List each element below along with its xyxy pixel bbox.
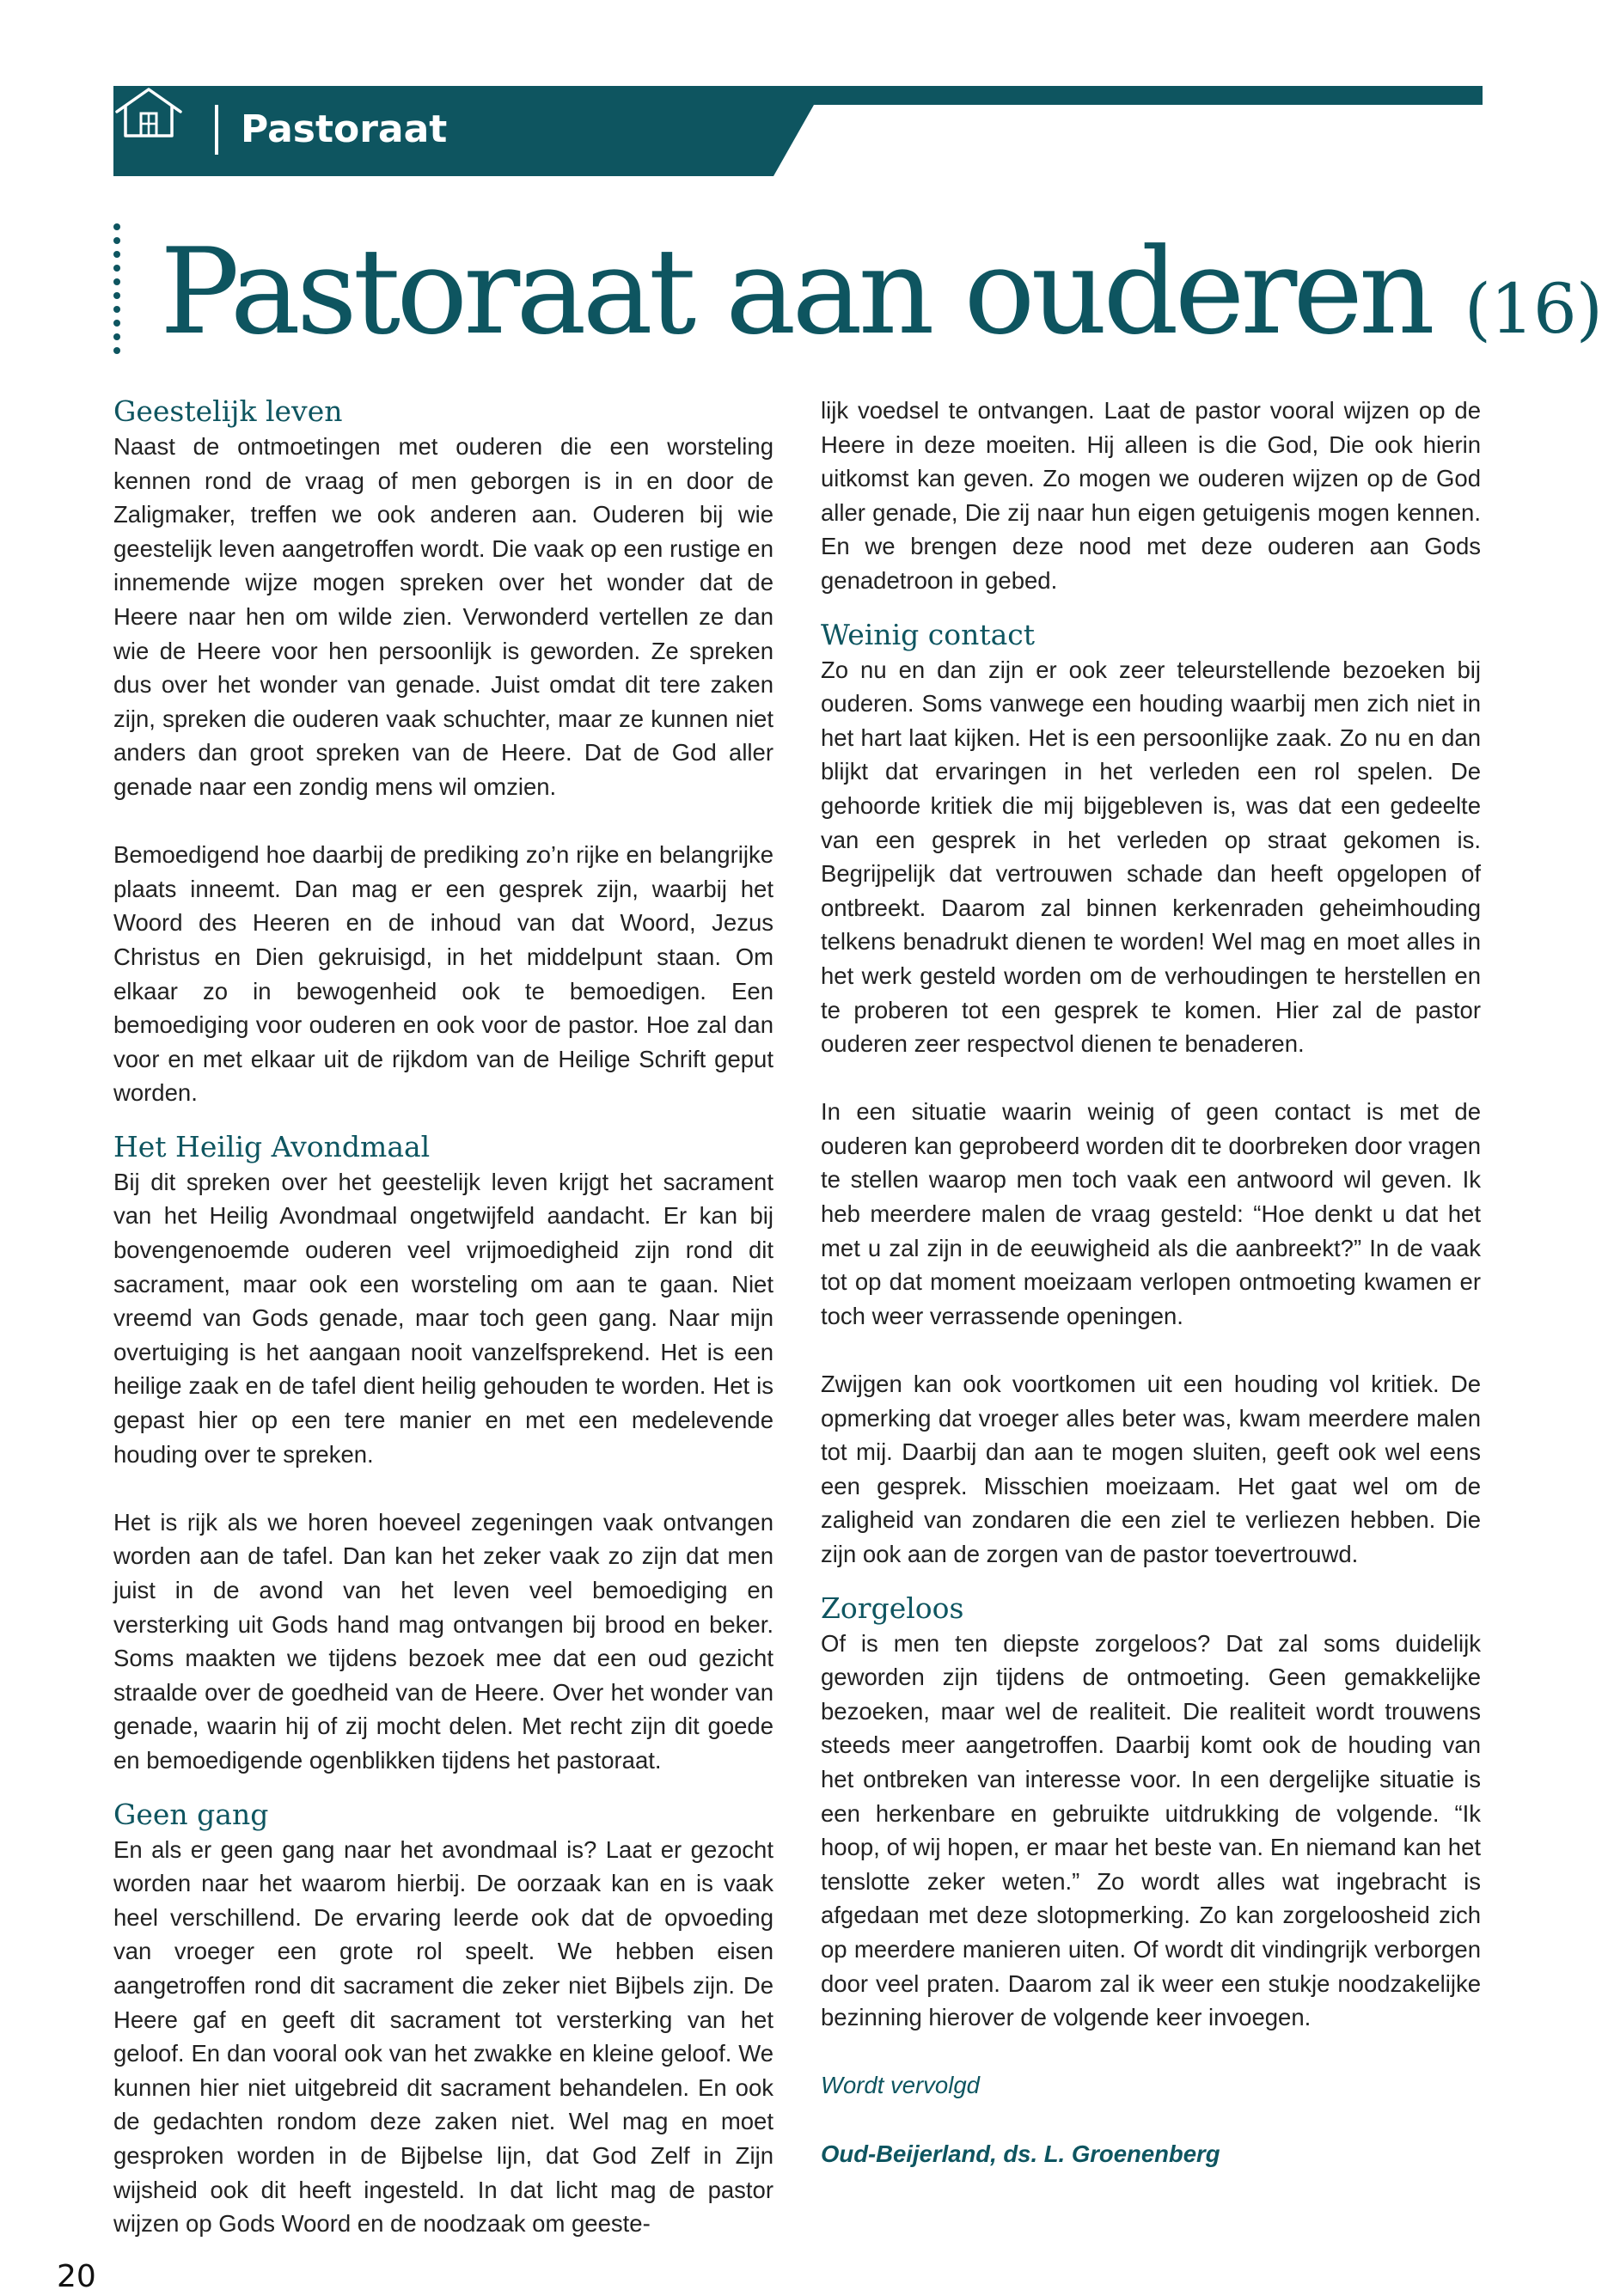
right-column <box>821 394 1481 2171</box>
paragraph: Bemoedigend hoe daarbij de prediking zo’n rijke en belangrijke plaats inneemt. Dan mag er een gesprek zijn, waarbij het Woord des Heeren en de inhoud van dat Woord, Jezus Christus en Dien gekruisigd, in het middelpunt staan. Om elkaar zo in bewogenheid ook te bemoedigen. Een bemoediging voor ouderen en ook voor de pastor. Hoe zal dan voor en met elkaar uit de rijkdom van de Heilige Schrift geput worden. <box>113 841 773 1107</box>
paragraph: Naast de ontmoetingen met ouderen die een worsteling kennen rond de vraag of men geborgen is in en door de Zaligmaker, treffen we ook anderen aan. Ouderen bij wie geestelijk leven aangetroffen wordt. Die vaak op een rustige en innemende wijze mogen spreken over het wonder dat de Heere naar hen om wilde zien. Verwonderd vertellen ze dan wie de Heere voor hen persoonlijk is geworden. Ze spreken dus over het wonder van genade. Juist omdat dit tere zaken zijn, spreken die ouderen vaak schuchter, maar ze kunnen niet anders dan groot spreken van de Heere. Dat de God aller genade naar een zondig mens wil omzien. <box>113 433 773 800</box>
section-heading: Geestelijk leven <box>113 394 343 428</box>
section-heading: Het Heilig Avondmaal <box>113 1129 431 1163</box>
section-heading: Geen gang <box>113 1797 269 1831</box>
paragraph: En als er geen gang naar het avondmaal is? Laat er gezocht worden naar het waarom hierbij. De oorzaak kan en is vaak heel verschillend. De ervaring leerde ook dat de opvoeding van vroeger een grote rol speelt. We hebben eisen aangetroffen rond dit sacrament die zeker niet Bijbels zijn. De Heere gaf en geeft dit sacrament tot versterking van het geloof. En dan vooral ook van het zwakke en kleine geloof. We kunnen hier niet uitgebreid dit sacrament behandelen. En ook de gedachten rondom deze zaken niet. Wel mag en moet gesproken worden in de Bijbelse lijn, dat God Zelf in Zijn wijsheid ook dit heeft ingesteld. In dat licht mag de pastor wijzen op Gods Woord en de noodzaak om geeste- <box>113 1835 773 2238</box>
decorative-dots <box>112 222 122 359</box>
paragraph: Bij dit spreken over het geestelijk leven krijgt het sacrament van het Heilig Avondmaal ongetwijfeld aandacht. Er kan bij bovengenoemde ouderen veel vrijmoedigheid zijn rond dit sacrament, maar ook een worsteling om aan te gaan. Niet vreemd van Gods genade, maar toch geen gang. Naar mijn overtuiging is het aangaan nooit vanzelfsprekend. Het is een heilige zaak en de tafel dient heilig gehouden te worden. Het is gepast hier op een tere manier en met een medelevende houding over te spreken. <box>113 1168 773 1468</box>
banner-separator <box>215 105 218 155</box>
paragraph: Zwijgen kan ook voortkomen uit een houding vol kritiek. De opmerking dat vroeger alles beter was, kwam meerdere malen tot mij. Daarbij dan aan te mogen sluiten, geeft ook wel eens een gesprek. Misschien moeizaam. Het gaat wel om de zaligheid van zondaren die een ziel te verliezen hebben. Die zijn ook aan de zorgen van de pastor toevertrouwd. <box>821 1371 1481 1567</box>
title-text: Pastoraat aan ouderen <box>160 223 1431 361</box>
house-icon <box>113 86 184 139</box>
page-title <box>160 215 1602 387</box>
title-number: (16) <box>1464 269 1602 349</box>
paragraph: lijk voedsel te ontvangen. Laat de pastor vooral wijzen op de Heere in deze moeiten. Hij alleen is die God, Die ook hierin uitkomst kan geven. Zo mogen we ouderen wijzen op de God aller genade, Die zij naar hun eigen getuigenis mogen kennen. En we brengen deze nood met deze ouderen aan Gods genadetroon in gebed. <box>821 397 1481 594</box>
section-label: Pastoraat <box>241 107 448 151</box>
author-signature: Oud-Beijerland, ds. L. Groenenberg <box>821 2140 1220 2167</box>
paragraph: Zo nu en dan zijn er ook zeer teleurstellende bezoeken bij ouderen. Soms vanwege een houding waarbij men zich niet in het hart laat kijken. Het is een persoonlijke zaak. Zo nu en dan blijkt dat ervaringen in het verleden een rol spelen. De gehoorde kritiek die mij bijgebleven is, was dat een gedeelte van een gesprek in het verleden op straat gekomen is. Begrijpelijk dat vertrouwen schade dan heeft opgelopen of ontbreekt. Daarom zal binnen kerkenraden geheimhouding telkens benadrukt dienen te worden! Wel mag en moet alles in het werk gesteld worden om de verhoudingen te herstellen en te proberen tot een gesprek te komen. Hier zal de pastor ouderen zeer respectvol dienen te benaderen. <box>821 656 1481 1058</box>
to-be-continued: Wordt vervolgd <box>821 2072 980 2099</box>
section-heading: Zorgeloos <box>821 1591 964 1625</box>
section-banner <box>113 86 1483 176</box>
paragraph: Of is men ten diepste zorgeloos? Dat zal soms duidelijk geworden zijn tijdens de ontmoeting. Geen gemakkelijke bezoeken, maar wel de realiteit. Die realiteit wordt trouwens steeds meer aangetroffen. Daarbij komt ook de houding van het ontbreken van interesse voor. In een dergelijke situatie is een herkenbare en gebruikte uitdrukking de volgende. “Ik hoop, of wij hopen, er maar het beste van. En niemand kan het tenslotte zeker weten.” Zo wordt alles wat ingebracht is afgedaan met deze slotopmerking. Zo kan zorgeloosheid zich op meerdere manieren uiten. Of wordt dit vindingrijk verborgen door veel praten. Daarom zal ik weer een stukje noodzakelijke bezinning hierover de volgende keer invoegen. <box>821 1629 1481 2031</box>
left-column <box>113 394 773 2241</box>
paragraph: In een situatie waarin weinig of geen contact is met de ouderen kan geprobeerd worden dit te doorbreken door vragen te stellen waarop men toch vaak een antwoord wil geven. Ik heb meerdere malen de vraag gesteld: “Hoe denkt u dat het met u zal zijn in de eeuwigheid als die aanbreekt?” In de vaak tot op dat moment moeizaam verlopen ontmoeting kwamen er toch weer verrassende openingen. <box>821 1098 1481 1329</box>
page-number: 20 <box>57 2259 96 2294</box>
paragraph: Het is rijk als we horen hoeveel zegeningen vaak ontvangen worden aan de tafel. Dan kan het zeker vaak zo zijn dat men juist in de avond van het leven veel bemoediging en versterking uit Gods hand mag ontvangen bij brood en beker. Soms maakten we tijdens bezoek mee dat een oud gezicht straalde over de goedheid van de Heere. Over het wonder van genade, waarin hij of zij mocht delen. Met recht zijn dit goede en bemoedigende ogenblikken tijdens het pastoraat. <box>113 1508 773 1774</box>
section-heading: Weinig contact <box>821 617 1036 651</box>
